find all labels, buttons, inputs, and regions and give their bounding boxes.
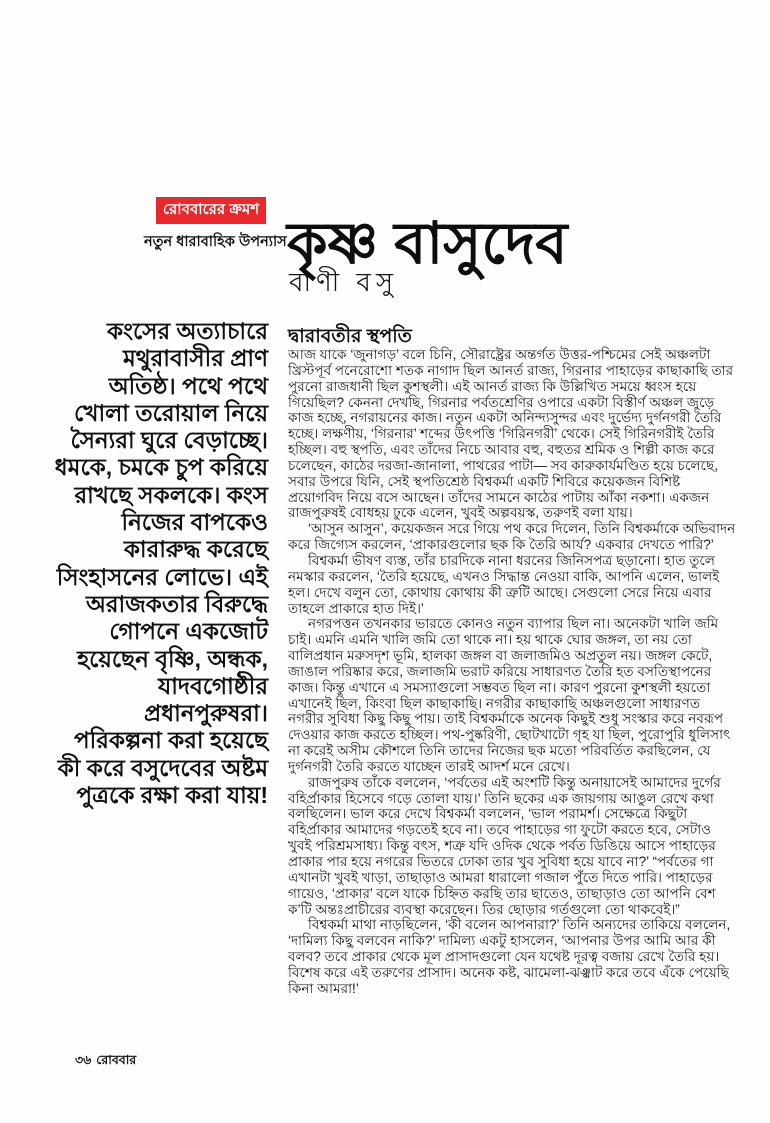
- series-kicker: নতুন ধারাবাহিক উপন্যাস: [144, 234, 287, 250]
- series-badge: রোববারের ক্রমশ: [156, 197, 266, 224]
- body-paragraph: নগরপত্তন তখনকার ভারতে কোনও নতুন ব্যাপার ছিল না। অনেকটা খালি জমি চাই। এমনি এমনি খালি জমি তো থাকে না। হয় থাকে ঘোর জঙ্গল, তা নয় তো বালিপ্রধান মরুসদৃশ ভূমি, হালকা জঙ্গল বা জলাজমিও অপ্রতুল নয়। জঙ্গল কেটে, জাঙাল পরিষ্কার করে, জলাজমি ভরাট করিয়ে সাধারণত তৈরি হত বসতিস্থাপনের কাজ। কিন্তু এখানে এ সমস্যাগুলো সম্ভবত ছিল না। কারণ পুরনো কুশস্থলী হয়তো এখানেই ছিল, কিংবা ছিল কাছাকাছি। নগরীর কাছাকাছি অঞ্চলগুলো সাধারণত নগরীর সুবিধা কিছু কিছু পায়। তাই বিশ্বকর্মাকে অনেক কিছুই শুধু সংস্কার করে নবরূপ দেওয়ার কাজ করতে হচ্ছিল। পথ-পুষ্করিণী, ছোটখাটো গৃহ যা ছিল, পুরোপুরি ধুলিসাৎ না করেই অসীম কৌশলে তিনি তাদের নিজের ছক মতো পরিবর্তিত করছিলেন, যে দুর্গনগরী তৈরি করতে যাচ্ছেন তারই আদর্শ মনে রেখে।: [288, 616, 731, 774]
- author-name: বাণী বসু: [289, 267, 399, 297]
- page-number: ৩৬: [75, 1053, 92, 1067]
- standfirst-text: কংসের অত্যাচারে মথুরাবাসীর প্রাণ অতিষ্ঠ। পথে পথে খোলা তরোয়াল নিয়ে সৈন্যরা ঘুরে বেড়াচ্ছে। ধমকে, চমকে চুপ করিয়ে রাখছে সকলকে। কংস নিজের বাপকেও কারারুদ্ধ করেছে সিংহাসনের লোভে। এই অরাজকতার বিরুদ্ধে গোপনে একজোট হয়েছেন বৃষ্ণি, অন্ধক, যাদবগোষ্ঠীর প্রধানপুরুষরা। পরিকল্পনা করা হয়েছে কী করে বসুদেবের অষ্টম পুত্রকে রক্ষা করা যায়!: [54, 318, 268, 809]
- body-paragraph: বিশ্বকর্মা ভীষণ ব্যস্ত, তাঁর চারদিকে নানা ধরনের জিনিসপত্র ছড়ানো। হাত তুলে নমস্কার করলেন, ‘তৈরি হয়েছে, এখনও সিদ্ধান্ত নেওয়া বাকি, আপনি এলেন, ভালই হল। দেখে বলুন তো, কোথায় কোথায় কী ত্রুটি আছে। সেগুলো সেরে নিয়ে এবার তাহলে প্রাকারে হাত দিই।’: [288, 552, 720, 616]
- article-body: [288, 347, 737, 997]
- article-title: কৃষ্ণ বাসুদেব: [287, 210, 568, 276]
- page-folio: [75, 1052, 136, 1072]
- body-paragraph: ‘আসুন আসুন’, কয়েকজন সরে গিয়ে পথ করে দিলেন, তিনি বিশ্বকর্মাকে অভিবাদন করে জিগ্যেস করলেন, ‘প্রাকারগুলোর ছক কি তৈরি আর্য? একবার দেখতে পারি?’: [288, 521, 736, 553]
- body-paragraph: আজ যাকে ‘জুনাগড়’ বলে চিনি, সৌরাষ্ট্রের অন্তর্গত উত্তর-পশ্চিমের সেই অঞ্চলটা খ্রিস্টপূর্ব পনেরোশো শতক নাগাদ ছিল আনর্ত রাজ্য, গিরনার পাহাড়ের কাছাকাছি তার পুরনো রাজধানী ছিল কুশস্থলী। এই আনর্ত রাজ্য কি উল্লিখিত সময়ে ধ্বংস হয়ে গিয়েছিল? কেননা দেখছি, গিরনার পর্বতশ্রেণির ওপারে একটা বিস্তীর্ণ অঞ্চল জুড়ে কাজ হচ্ছে, নগরায়নের কাজ। নতুন একটা অনিন্দ্যসুন্দর এবং দুর্ভেদ্য দুর্গনগরী তৈরি হচ্ছে। লক্ষণীয়, ‘গিরনার’ শব্দের উৎপত্তি ‘গিরিনগরী’ থেকে। সেই গিরিনগরীই তৈরি হচ্ছিল। বহু স্থপতি, এবং তাঁদের নিচে আবার বহু, বহুতর শ্রমিক ও শিল্পী কাজ করে চলেছেন, কাঠের দরজা-জানালা, পাথরের পাটা— সব কারুকার্যমণ্ডিত হয়ে চলেছে, সবার উপরে যিনি, সেই স্থপতিশ্রেষ্ঠ বিশ্বকর্মা একটি শিবিরে কয়েকজন বিশিষ্ট প্রয়োগবিদ নিয়ে বসে আছেন। তাঁদের সামনে কাঠের পাটায় আঁকা নকশা। একজন রাজপুরুষই বোধহয় ঢুকে এলেন, খুবই অল্পবয়স্ক, তরুণই বলা যায়।: [288, 347, 734, 521]
- magazine-name: রোববার: [96, 1053, 137, 1067]
- body-paragraph: বিশ্বকর্মা মাথা নাড়ছিলেন, ‘কী বলেন আপনারা?’ তিনি অন্যদের তাকিয়ে বললেন, ‘দামিল্য কিছু বলবেন নাকি?’ দামিল্য একটু হাসলেন, ‘আপনার উপর আমি আর কী বলব? তবে প্রাকার থেকে মূল প্রাসাদগুলো যেন যথেষ্ট দূরত্ব বজায় রেখে তৈরি হয়। বিশেষ করে এই তরুণের প্রাসাদ। অনেক কষ্ট, ঝামেলা-ঝঞ্ঝাট করে তবে এঁকে পেয়েছি কিনা আমরা!’: [288, 917, 731, 996]
- series-label-block: [144, 197, 287, 255]
- body-paragraph: রাজপুরুষ তাঁকে বললেন, ‘পর্বতের এই অংশটি কিন্তু অনায়াসেই আমাদের দুর্গের বহির্প্রাকার হিসেবে গড়ে তোলা যায়।’ তিনি ছকের এক জায়গায় আঙুল রেখে কথা বলছিলেন। ভাল করে দেখে বিশ্বকর্মা বললেন, ‘ভাল পরামর্শ। সেক্ষেত্রে কিছুটা বহির্প্রাকার আমাদের গড়তেই হবে না। তবে পাহাড়ের গা ফুটো করতে হবে, সেটাও খুবই পরিশ্রমসাধ্য। কিন্তু বৎস, শত্রু যদি ওদিক থেকে পর্বত ডিঙিয়ে আসে পাহাড়ের প্রাকার পার হয়ে নগরের ভিতরে ঢোকা তার খুব সুবিধা হয়ে যাবে না?’ “পর্বতের গা এখানটা খুবই খাড়া, তাছাড়াও আমরা ধারালো গজাল পুঁতে দিতে পারি। পাহাড়ের গায়েও, ‘প্রাকার’ বলে যাকে চিহ্নিত করছি তার ছাতেও, তাছাড়াও তো আপনি বেশ ক’টি অন্তঃপ্রাচীরের ব্যবস্থা করেছেন। তির ছোড়ার গর্তগুলো তো থাকবেই।”: [288, 774, 721, 917]
- section-heading: দ্বারাবতীর স্থপতি: [288, 325, 412, 347]
